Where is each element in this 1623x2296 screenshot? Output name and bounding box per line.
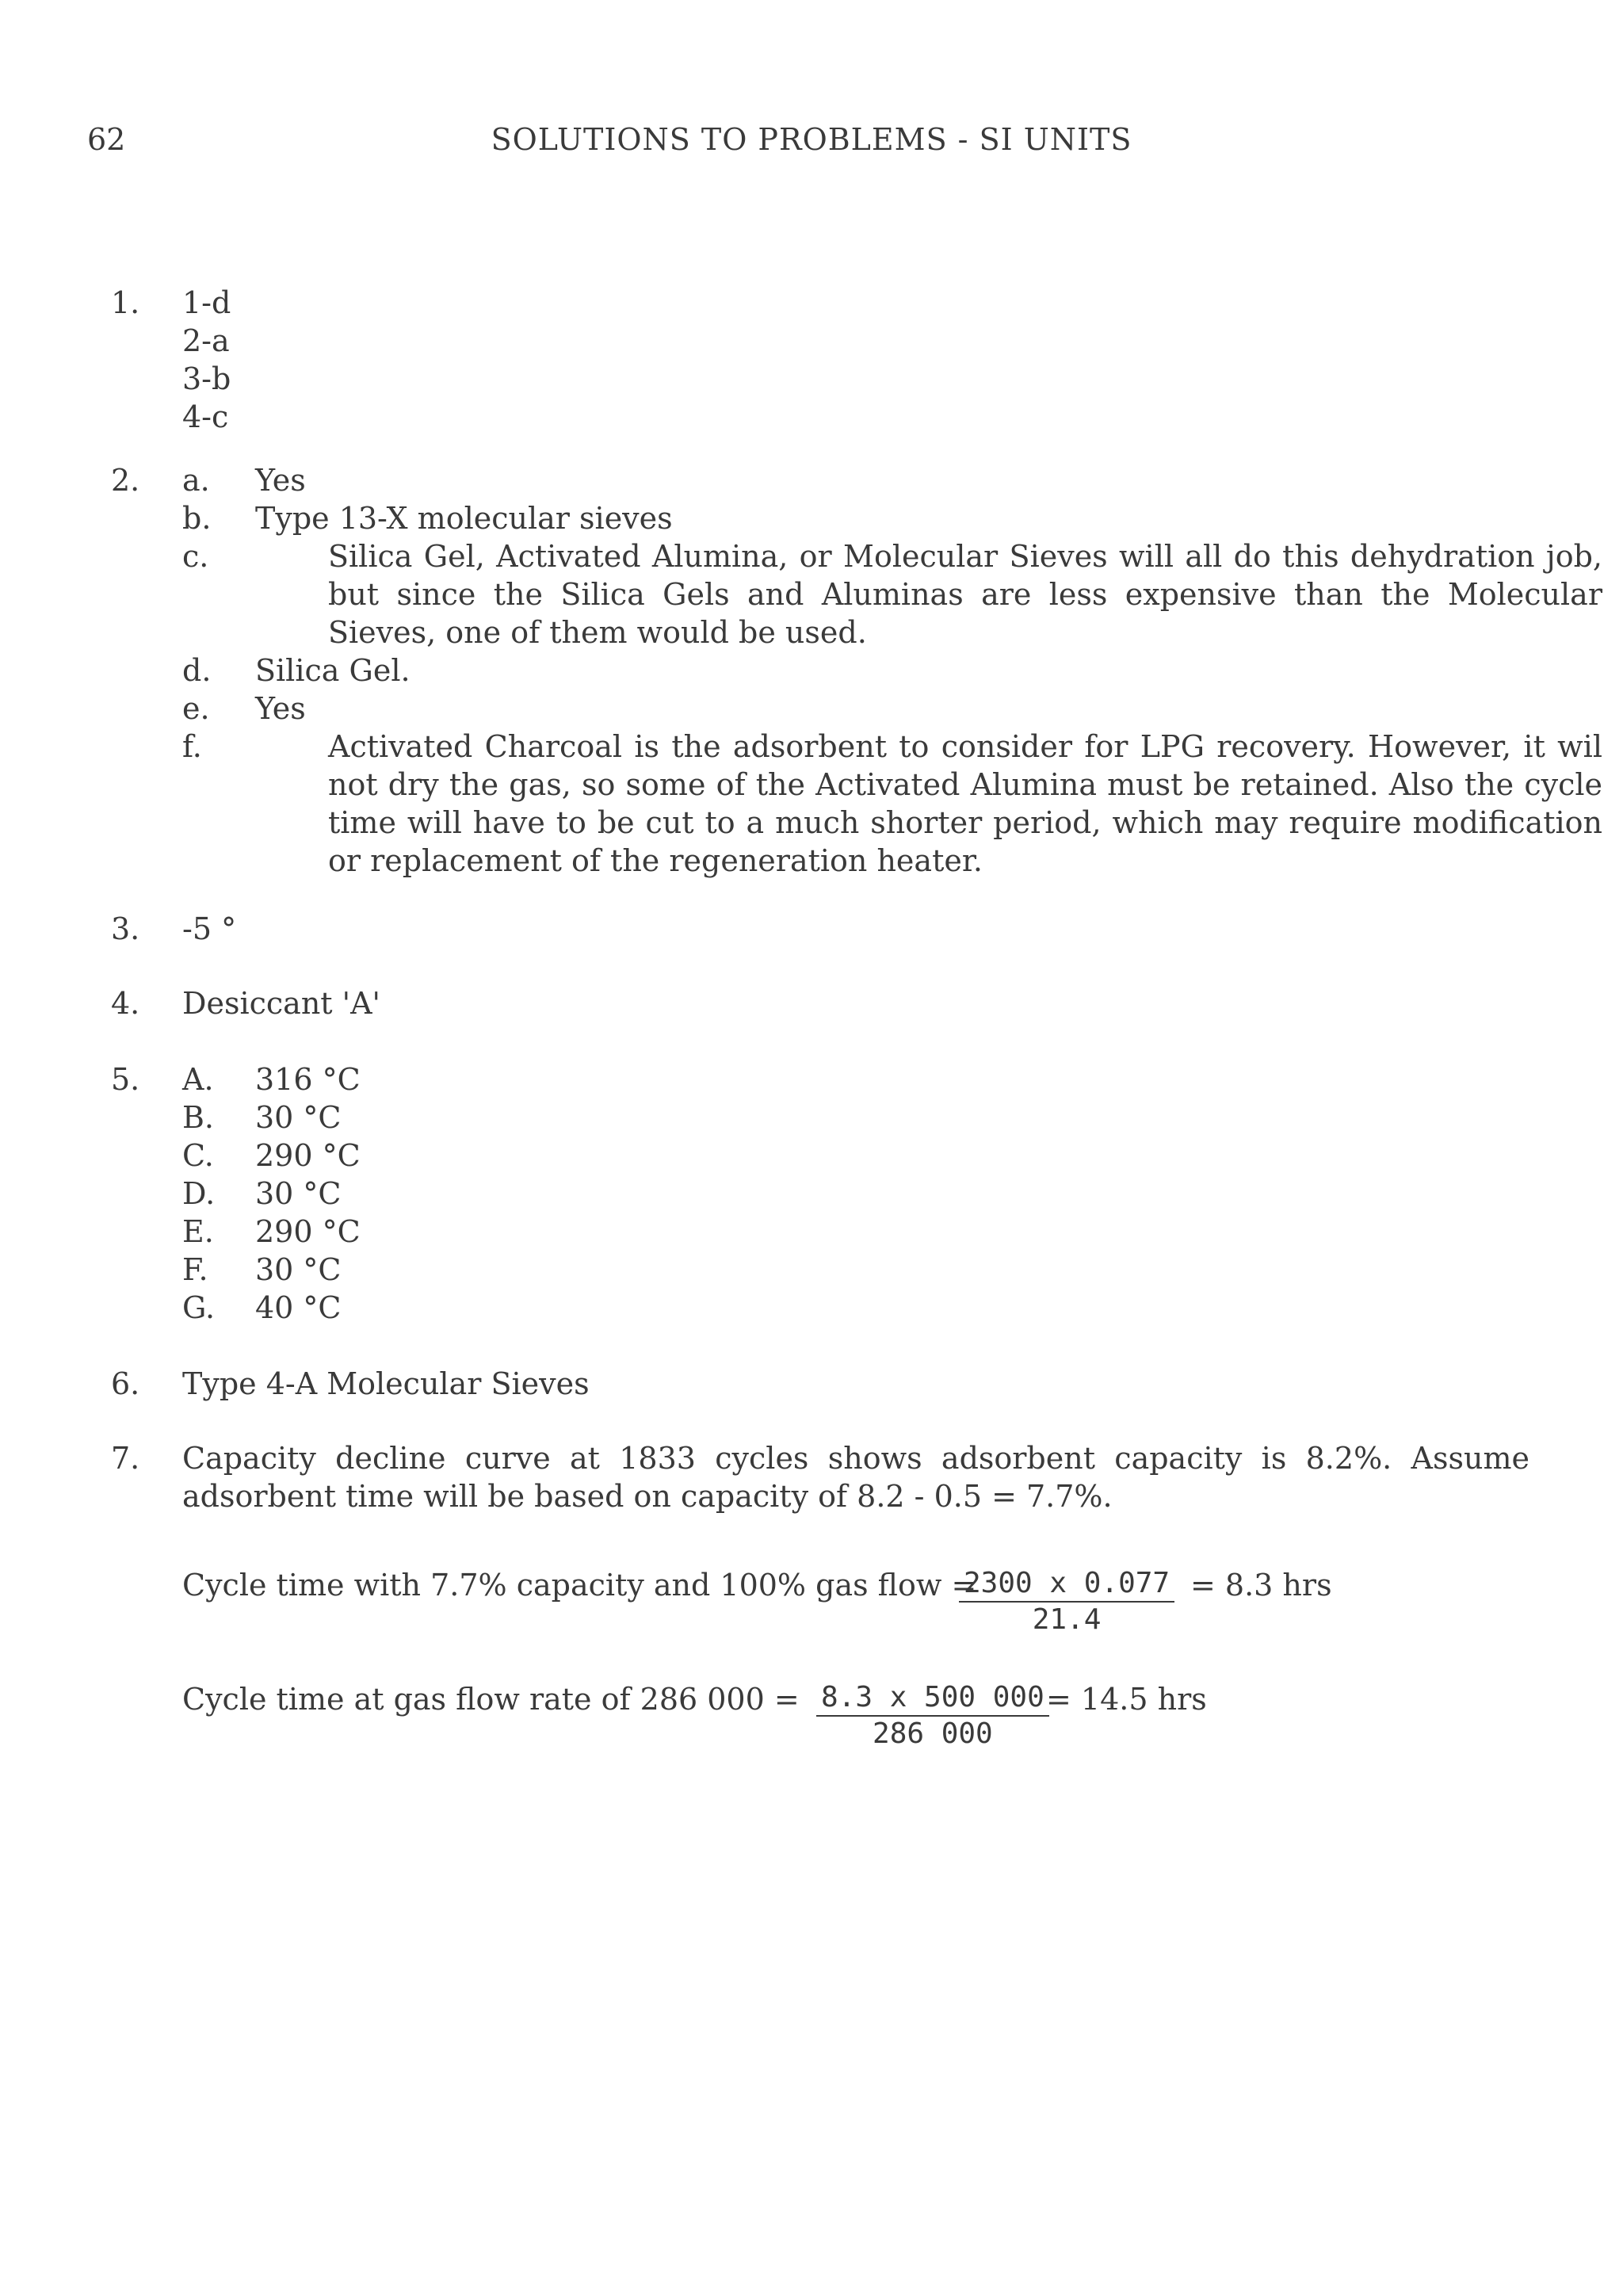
question-number: 3.	[111, 911, 140, 946]
question-number: 7.	[111, 1441, 140, 1476]
item-text: Activated Charcoal is the adsorbent to consider for LPG recovery. However, it wil not dry the gas, so some of the Activated Alumina must be retained. Also the cycle time will have to be cut to a much shorter period, which may require modification or replacement of the regeneration heater.	[328, 729, 1602, 878]
equation-lhs: Cycle time with 7.7% capacity and 100% gas flow =	[182, 1568, 977, 1603]
question-number: 5.	[111, 1062, 140, 1097]
item-label: G.	[182, 1290, 216, 1325]
question-number: 4.	[111, 986, 140, 1021]
answer-paragraph: Capacity decline curve at 1833 cycles shows adsorbent capacity is 8.2%. Assume adsorbent time will be based on capacity of 8.2 - 0.5 = 7.7%.	[182, 1441, 1529, 1514]
item-text: Silica Gel, Activated Alumina, or Molecular Sieves will all do this dehydration job, but since the Silica Gels and Aluminas are less expensive than the Molecular Sieves, one of them would be used.	[328, 539, 1602, 650]
answer-text: -5 °	[182, 911, 237, 946]
item-label: F.	[182, 1252, 208, 1287]
question-number: 2.	[111, 463, 140, 498]
item-label: c.	[182, 539, 209, 574]
item-text: 30 °C	[255, 1100, 342, 1135]
answer-text: Desiccant 'A'	[182, 986, 380, 1021]
list-item: 2-a	[182, 323, 230, 358]
item-label: a.	[182, 463, 210, 498]
item-label: d.	[182, 653, 212, 688]
item-text: 40 °C	[255, 1290, 342, 1325]
list-item	[182, 1213, 1529, 1251]
list-item	[182, 499, 1529, 537]
item-text: 290 °C	[255, 1138, 361, 1173]
fraction	[959, 1566, 1174, 1637]
fraction	[816, 1680, 1049, 1752]
list-item	[182, 1251, 1529, 1289]
list-item	[182, 1289, 1529, 1327]
answer-list	[182, 1060, 1529, 1327]
list-item	[182, 1060, 1529, 1098]
equation-rhs: = 8.3 hrs	[1190, 1568, 1332, 1603]
page-header	[0, 120, 1623, 168]
list-item	[182, 461, 1529, 499]
fraction-denominator: 21.4	[1032, 1603, 1102, 1636]
list-item: 1-d	[182, 285, 231, 320]
item-text: Type 13-X molecular sieves	[255, 501, 673, 536]
list-item	[182, 1175, 1529, 1213]
answer-list	[182, 284, 1529, 436]
item-text: 316 °C	[255, 1062, 361, 1097]
answer-text: Type 4-A Molecular Sieves	[182, 1366, 590, 1401]
item-label: A.	[182, 1062, 214, 1097]
item-label: D.	[182, 1176, 216, 1211]
item-label: e.	[182, 691, 210, 726]
equation-rhs: = 14.5 hrs	[1046, 1682, 1207, 1717]
item-label: b.	[182, 501, 212, 536]
item-label: f.	[182, 729, 202, 764]
item-text: Yes	[255, 691, 306, 726]
item-text: Silica Gel.	[255, 653, 411, 688]
equation-lhs: Cycle time at gas flow rate of 286 000 =	[182, 1682, 800, 1717]
item-label: C.	[182, 1138, 214, 1173]
fraction-numerator: 2300 x 0.077	[959, 1566, 1174, 1603]
list-item	[182, 728, 1602, 880]
list-item	[182, 1137, 1529, 1175]
running-head: SOLUTIONS TO PROBLEMS - SI UNITS	[491, 122, 1132, 157]
fraction-denominator: 286 000	[873, 1717, 993, 1750]
question-number: 1.	[111, 285, 140, 320]
list-item	[182, 1098, 1529, 1137]
list-item: 3-b	[182, 361, 231, 396]
page-number: 62	[87, 122, 126, 157]
list-item	[182, 690, 1529, 728]
list-item	[182, 537, 1602, 651]
item-text: 290 °C	[255, 1214, 361, 1249]
item-label: E.	[182, 1214, 214, 1249]
item-text: Yes	[255, 463, 306, 498]
list-item: 4-c	[182, 399, 229, 434]
list-item	[182, 651, 1529, 690]
item-text: 30 °C	[255, 1252, 342, 1287]
question-number: 6.	[111, 1366, 140, 1401]
item-label: B.	[182, 1100, 215, 1135]
fraction-numerator: 8.3 x 500 000	[816, 1680, 1049, 1717]
item-text: 30 °C	[255, 1176, 342, 1211]
answer-list	[182, 461, 1602, 880]
